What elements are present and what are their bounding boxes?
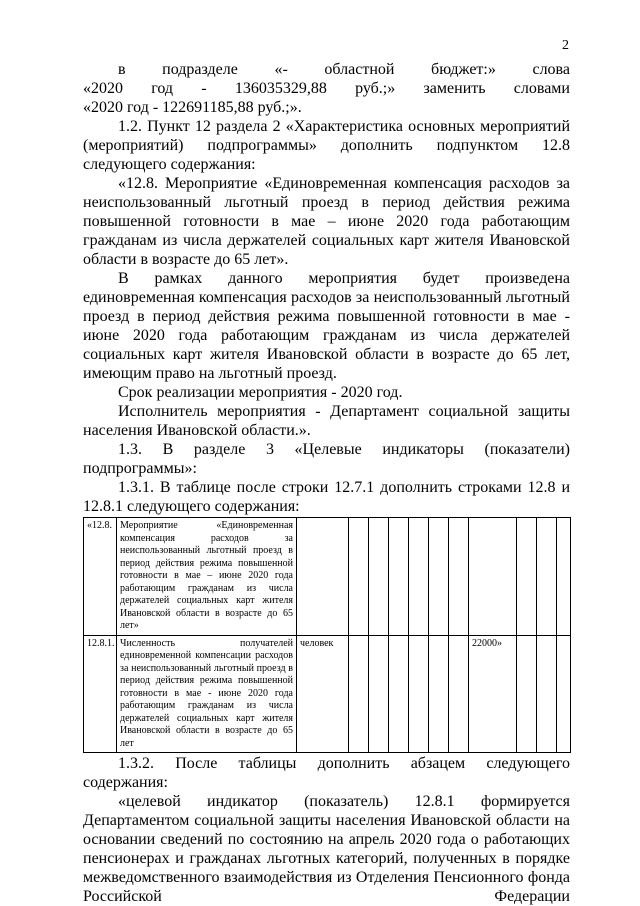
row-number-cell: «12.8. bbox=[84, 518, 117, 636]
paragraph-p1b: «2020 год - 136035329,88 руб.;» заменить словами bbox=[83, 80, 570, 97]
paragraphs-before-table bbox=[83, 60, 570, 516]
paragraph-p9: 1.3.2. После таблицы дополнить абзацем следующего содержания: bbox=[83, 755, 570, 791]
paragraphs-after-table bbox=[83, 754, 570, 906]
empty-cell bbox=[389, 518, 409, 636]
document-body bbox=[83, 60, 570, 906]
indicator-name-cell: Мероприятие «Единовременная компенсация расходов за неиспользованный льготный проезд в период действия режима повышенной готовности в мае – июне 2020 года работающим гражданам из числа держателей социальных карт жителя Ивановской области в возрасте до 65 лет» bbox=[117, 518, 297, 636]
unit-cell bbox=[297, 518, 349, 636]
empty-cell bbox=[349, 635, 369, 753]
empty-cell bbox=[537, 518, 557, 636]
empty-cell bbox=[449, 635, 469, 753]
paragraph-p3: «12.8. Мероприятие «Единовременная компенсация расходов за неиспользованный льготный проезд в период действия режима повышенной готовности в мае – июне 2020 года работающим гражданам из числа держателей социальных карт жителя Ивановской области в возрасте до 65 лет». bbox=[83, 175, 570, 268]
value-2020-cell bbox=[469, 518, 517, 636]
empty-cell bbox=[517, 635, 537, 753]
unit-cell: человек bbox=[297, 635, 349, 753]
empty-cell bbox=[557, 635, 571, 753]
table-row bbox=[84, 518, 571, 636]
page-number: 2 bbox=[562, 38, 569, 53]
empty-cell bbox=[369, 635, 389, 753]
indicators-table bbox=[83, 517, 571, 753]
paragraph-p4: В рамках данного мероприятия будет произведена единовременная компенсация расходов за неиспользованный льготный проезд в период действия режима повышенной готовности в мае - июне 2020 года работающим гражданам из числа держателей социальных карт жителя Ивановской области в возрасте до 65 лет, имеющим право на льготный проезд. bbox=[83, 270, 570, 382]
empty-cell bbox=[557, 518, 571, 636]
empty-cell bbox=[517, 518, 537, 636]
empty-cell bbox=[409, 635, 429, 753]
row-number-cell: 12.8.1. bbox=[84, 635, 117, 753]
empty-cell bbox=[389, 635, 409, 753]
empty-cell bbox=[409, 518, 429, 636]
paragraph-p8: 1.3.1. В таблице после строки 12.7.1 дополнить строками 12.8 и 12.8.1 следующего содержания: bbox=[83, 479, 570, 515]
table-row bbox=[84, 635, 571, 753]
empty-cell bbox=[429, 518, 449, 636]
value-2020-cell: 22000» bbox=[469, 635, 517, 753]
paragraph-p6: Исполнитель мероприятия - Департамент социальной защиты населения Ивановской области.». bbox=[83, 403, 570, 439]
paragraph-p10: «целевой индикатор (показатель) 12.8.1 формируется Департаментом социальной защиты населения Ивановской области на основании сведений по состоянию на апрель 2020 года о работающих пенсионерах и гражданах льготных категорий, полученных в порядке межведомственного взаимодействия из Отделения Пенсионного фонда Российской Федерации bbox=[83, 793, 570, 905]
empty-cell bbox=[369, 518, 389, 636]
paragraph-p7: 1.3. В разделе 3 «Целевые индикаторы (показатели) подпрограммы»: bbox=[83, 441, 570, 477]
empty-cell bbox=[449, 518, 469, 636]
empty-cell bbox=[349, 518, 369, 636]
empty-cell bbox=[429, 635, 449, 753]
paragraph-p1a: в подразделе «- областной бюджет:» слова bbox=[118, 61, 570, 78]
paragraph-p5: Срок реализации мероприятия - 2020 год. bbox=[118, 384, 403, 401]
indicator-name-cell: Численность получателей единовременной компенсации расходов за неиспользованный льготный проезд в период действия режима повышенной готовности в мае - июне 2020 года работающим гражданам из числа держателей социальных карт жителя Ивановской области в возрасте до 65 лет bbox=[117, 635, 297, 753]
empty-cell bbox=[537, 635, 557, 753]
paragraph-p1c: «2020 год - 122691185,88 руб.;». bbox=[83, 99, 302, 116]
paragraph-p2: 1.2. Пункт 12 раздела 2 «Характеристика основных мероприятий (мероприятий) подпрограммы» дополнить подпунктом 12.8 следующего содержания: bbox=[83, 118, 570, 173]
